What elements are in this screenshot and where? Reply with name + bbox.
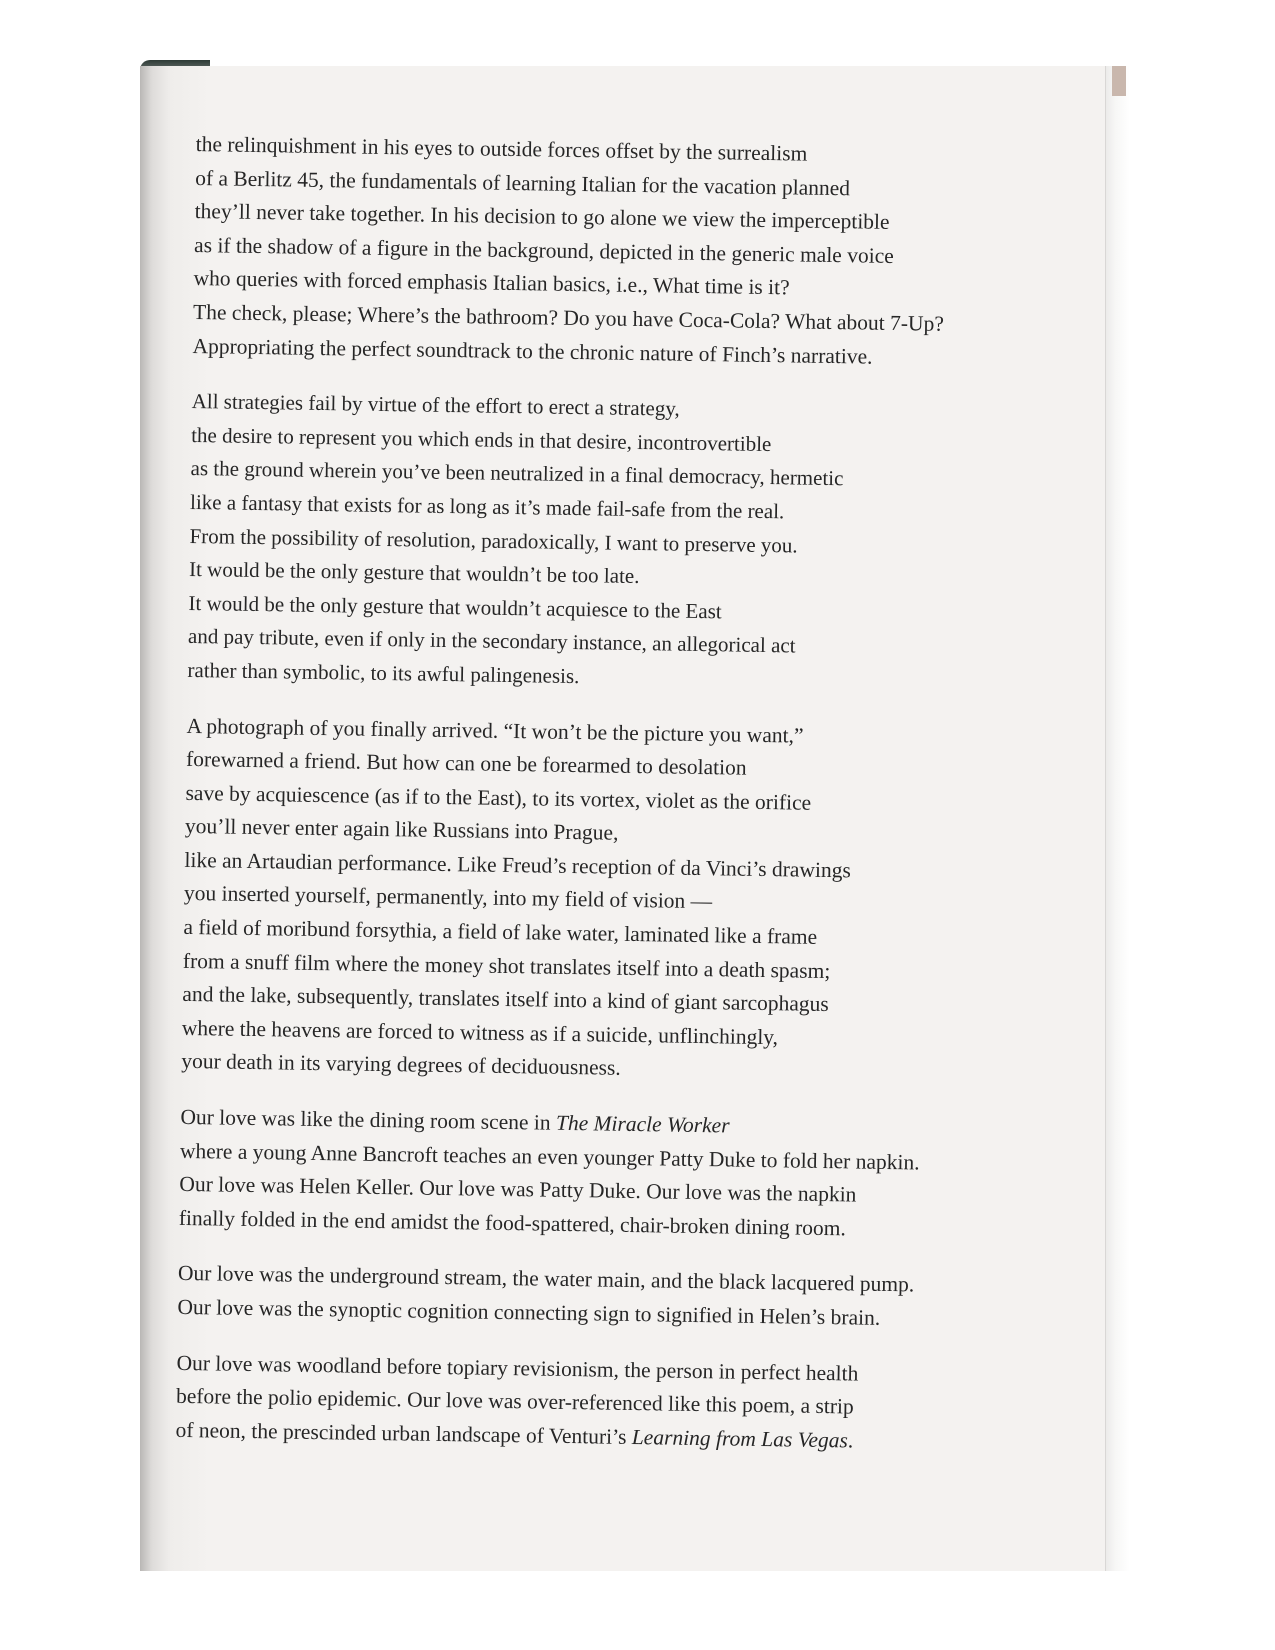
poem-line: A photograph of you finally arrived. “It won’t be the picture you want,”	[186, 713, 804, 748]
stanza	[175, 1346, 1076, 1461]
poem-line: of a Berlitz 45, the fundamentals of learning Italian for the vacation planned	[195, 165, 851, 200]
poem-text	[175, 128, 1096, 1483]
stanza	[187, 385, 1092, 701]
poem-line: From the possibility of resolution, paradoxically, I want to preserve you.	[189, 523, 798, 558]
poem-line: as the ground wherein you’ve been neutralized in a final democracy, hermetic	[190, 456, 844, 491]
poem-line: Our love was the underground stream, the water main, and the black lacquered pump.	[177, 1261, 915, 1297]
poem-line: as if the shadow of a figure in the background, depicted in the generic male voice	[193, 232, 894, 268]
poem-line: where the heavens are forced to witness as if a suicide, unflinchingly,	[181, 1015, 779, 1050]
poem-line: All strategies fail by virtue of the effort to erect a strategy,	[191, 389, 680, 421]
poem-line: finally folded in the end amidst the food-spattered, chair-broken dining room.	[178, 1205, 847, 1241]
poem-line: forewarned a friend. But how can one be forearmed to desolation	[185, 747, 747, 780]
poem-line: Our love was Helen Keller. Our love was Patty Duke. Our love was the napkin	[179, 1172, 857, 1207]
poem-line: save by acquiescence (as if to the East), to its vortex, violet as the orifice	[185, 780, 812, 815]
stanza	[181, 709, 1087, 1093]
poem-line: and the lake, subsequently, translates itself into a kind of giant sarcophagus	[182, 982, 829, 1017]
work-title: The Miracle Worker	[555, 1110, 730, 1138]
poem-line: the relinquishment in his eyes to outside forces offset by the surrealism	[195, 131, 808, 166]
line-text: Our love was like the dining room scene in	[180, 1104, 557, 1135]
poem-line: The check, please; Where’s the bathroom? Do you have Coca-Cola? What about 7-Up?	[192, 299, 945, 336]
poem-line: you’ll never enter again like Russians into Prague,	[184, 814, 619, 846]
poem-line: Our love was woodland before topiary revisionism, the person in perfect health	[176, 1350, 859, 1386]
line-text: of neon, the prescinded urban landscape of Venturi’s	[175, 1417, 633, 1449]
poem-line: and pay tribute, even if only in the secondary instance, an allegorical act	[187, 624, 796, 658]
poem-line: rather than symbolic, to its awful palingenesis.	[187, 657, 580, 688]
stanza	[177, 1257, 1078, 1338]
page-edge-cap	[1112, 66, 1126, 96]
poem-line: before the polio epidemic. Our love was over-referenced like this poem, a strip	[175, 1384, 854, 1419]
poem-line: where a young Anne Bancroft teaches an even younger Patty Duke to fold her napkin.	[179, 1138, 920, 1175]
stanza	[179, 1101, 1081, 1249]
poem-line: Our love was the synoptic cognition connecting sign to signified in Helen’s brain.	[177, 1294, 881, 1330]
poem-line: It would be the only gesture that wouldn’t acquiesce to the East	[188, 590, 722, 624]
stanza	[192, 128, 1096, 377]
poem-line: you inserted yourself, permanently, into my field of vision —	[183, 881, 713, 914]
work-title: Learning from Las Vegas	[631, 1424, 849, 1453]
poem-line: like an Artaudian performance. Like Freud’s reception of da Vinci’s drawings	[184, 847, 852, 883]
poem-line: It would be the only gesture that wouldn’t be too late.	[188, 557, 640, 589]
line-text: .	[847, 1428, 854, 1453]
poem-line: your death in its varying degrees of deciduousness.	[181, 1049, 621, 1081]
poem-line: Appropriating the perfect soundtrack to the chronic nature of Finch’s narrative.	[192, 333, 873, 369]
page-edge	[1105, 66, 1130, 1571]
poem-line: from a snuff film where the money shot translates itself into a death spasm;	[182, 948, 831, 983]
poem-line: they’ll never take together. In his decision to go alone we view the imperceptible	[194, 199, 890, 235]
poem-line: the desire to represent you which ends in that desire, incontrovertible	[190, 422, 772, 456]
poem-line: a field of moribund forsythia, a field of lake water, laminated like a frame	[183, 914, 818, 949]
poem-line: like a fantasy that exists for as long as it’s made fail-safe from the real.	[189, 489, 785, 524]
poem-line: who queries with forced emphasis Italian basics, i.e., What time is it?	[193, 266, 790, 300]
